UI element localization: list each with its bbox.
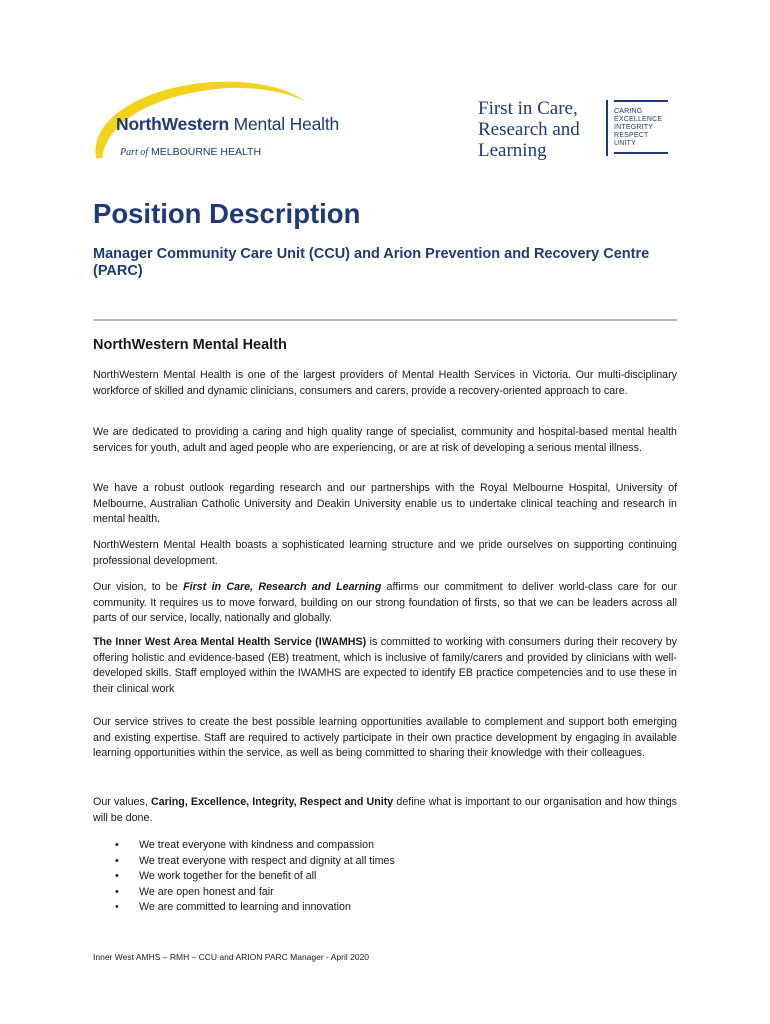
list-item: • We are open honest and fair [93, 885, 653, 901]
logo-line: Research and [478, 119, 580, 140]
logo-line: Learning [478, 140, 547, 161]
list-item: • We work together for the benefit of all [93, 869, 653, 885]
paragraph: Our service strives to create the best possible learning opportunities available to complement and support both emerging and existing expertise. Staff are required to actively participate in their own practice development by engaging in available learning opportunities within the service, as well as being committed to sharing their knowledge with their colleagues. [93, 716, 677, 760]
logo-line: First in Care, [478, 98, 578, 119]
logo-name: NorthWestern Mental Health [116, 114, 340, 134]
value-item: CARING [614, 108, 643, 115]
page-title: Position Description [93, 198, 361, 229]
divider [93, 319, 677, 321]
value-item: RESPECT [614, 132, 649, 139]
paragraph: NorthWestern Mental Health boasts a sophisticated learning structure and we pride ourselves on supporting continuing professional development. [93, 539, 677, 567]
position-subtitle: Manager Community Care Unit (CCU) and Arion Prevention and Recovery Centre (PARC) [93, 246, 650, 279]
values-list [614, 100, 668, 154]
paragraph: NorthWestern Mental Health is one of the largest providers of Mental Health Services in Victoria. Our multi-disciplinary workforce of skilled and dynamic clinicians, consumers and carers, provide a recovery-oriented approach to care. [93, 369, 677, 397]
page-footer: Inner West AMHS – RMH – CCU and ARION PARC Manager - April 2020 [93, 952, 370, 962]
paragraph: Our values, Caring, Excellence, Integrity, Respect and Unity define what is important to our organisation and how things will be done. [93, 796, 678, 824]
paragraph: The Inner West Area Mental Health Service (IWAMHS) is committed to working with consumers during their recovery by offering holistic and evidence-based (EB) treatment, which is inclusive of family/carers and provided by clinicians with well-developed skills. Staff employed within the IWAMHS are expected to identify EB practice competencies and to use these in their clinical work [93, 636, 677, 695]
logo-subtitle: Part of MELBOURNE HEALTH [120, 146, 262, 158]
list-item: • We are committed to learning and innovation [93, 900, 653, 916]
values-bullet-list [93, 838, 653, 916]
paragraph: We have a robust outlook regarding research and our partnerships with the Royal Melbourne Hospital, University of Melbourne, Australian Catholic University and Deakin University enable us to undertake clinical teaching and research in mental health. [93, 482, 677, 526]
logo-divider [606, 100, 608, 156]
value-item: INTEGRITY [614, 124, 654, 131]
value-item: EXCELLENCE [614, 116, 663, 123]
first-in-care-logo [478, 98, 603, 161]
northwestern-logo [88, 70, 368, 170]
paragraph: We are dedicated to providing a caring and high quality range of specialist, community and hospital-based mental health services for youth, adult and aged people who are experiencing, or are at risk of developing a serious mental illness. [93, 426, 677, 454]
value-item: UNITY [614, 140, 636, 147]
section-heading: NorthWestern Mental Health [93, 337, 287, 353]
paragraph: Our vision, to be First in Care, Research and Learning affirms our commitment to deliver world-class care for our community. It requires us to move forward, building on our strong foundation of firsts, so that we can be leaders across all parts of our service, locally, nationally and globally. [93, 581, 677, 625]
list-item: • We treat everyone with respect and dignity at all times [93, 854, 653, 870]
list-item: • We treat everyone with kindness and compassion [93, 838, 653, 854]
